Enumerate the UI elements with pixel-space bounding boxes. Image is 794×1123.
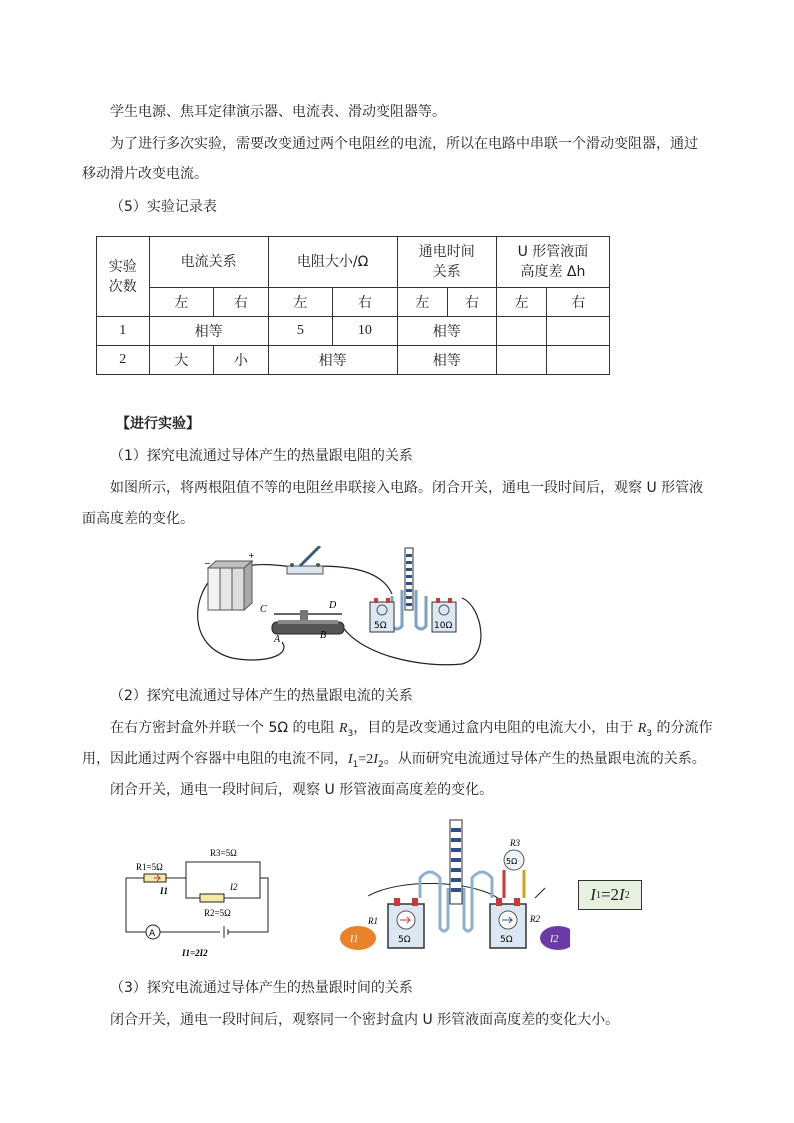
svg-text:5Ω: 5Ω (500, 935, 513, 945)
svg-text:D: D (329, 600, 337, 611)
svg-text:I2: I2 (550, 934, 559, 945)
svg-text:B: B (320, 630, 327, 641)
svg-text:I1: I1 (160, 886, 169, 896)
text-line-10: 在右方密封盒外并联一个 5Ω 的电阻 $R_3$，目的是改变通过盒内电阻的电流大小，由于 $R_3$ 的分流作 (110, 720, 713, 739)
svg-text:A: A (274, 634, 281, 645)
text-line-13: （3）探究电流通过导体产生的热量跟时间的关系 (110, 980, 413, 996)
section-heading: 【进行实验】 (116, 416, 200, 432)
header-time: 通电时间 关系 (397, 237, 496, 288)
cell-left: 左 (149, 288, 213, 317)
svg-text:R2: R2 (530, 914, 540, 924)
text-line-8: 面高度差的变化。 (82, 511, 194, 527)
svg-text:C: C (260, 604, 267, 615)
battery-icon (208, 561, 252, 610)
header-resistance: 电阻大小/Ω (268, 237, 397, 288)
header-trial: 实验 次数 (97, 237, 150, 317)
figure-parallel-apparatus (340, 818, 570, 958)
cell-right: 右 (547, 288, 610, 317)
table-row: 2 大 小 相等 相等 (97, 346, 610, 375)
svg-text:I1=2I2: I1=2I2 (182, 948, 208, 958)
svg-text:R3=5Ω: R3=5Ω (210, 848, 237, 858)
rheostat-icon (272, 610, 344, 634)
table-caption: （5）实验记录表 (110, 199, 217, 215)
cell-right: 右 (214, 288, 269, 317)
text-line-9: （2）探究电流通过导体产生的热量跟电流的关系 (110, 688, 413, 704)
switch-icon (287, 546, 323, 574)
figure-circuit-diagram (120, 840, 280, 968)
text-line-12: 闭合开关，通电一段时间后，观察 U 形管液面高度差的变化。 (110, 782, 494, 798)
header-height: U 形管液面 高度差 Δh (496, 237, 609, 288)
svg-text:R1=5Ω: R1=5Ω (136, 862, 163, 872)
cell-left: 左 (397, 288, 448, 317)
text-line-3: 移动滑片改变电流。 (82, 166, 208, 182)
formula-box: I 1 =2 I 2 (578, 880, 642, 910)
svg-text:10Ω: 10Ω (434, 621, 453, 631)
svg-text:+: + (248, 551, 255, 560)
svg-text:I1: I1 (350, 934, 359, 945)
experiment-record-table (96, 236, 610, 375)
text-line-1: 学生电源、焦耳定律演示器、电流表、滑动变阻器等。 (110, 104, 446, 120)
svg-text:R1: R1 (368, 916, 378, 926)
svg-text:−: − (204, 559, 211, 568)
figure-apparatus-resistance (192, 546, 492, 668)
text-line-14: 闭合开关，通电一段时间后，观察同一个密封盒内 U 形管液面高度差的变化大小。 (110, 1012, 620, 1028)
cell-right: 右 (448, 288, 497, 317)
cell-left: 左 (496, 288, 547, 317)
svg-text:I2: I2 (230, 882, 238, 892)
text-line-7: 如图所示，将两根阻值不等的电阻丝串联接入电路。闭合开关，通电一段时间后，观察 U 形管液 (110, 480, 704, 496)
text-line-2: 为了进行多次实验，需要改变通过两个电阻丝的电流，所以在电路中串联一个滑动变阻器，通过 (110, 136, 698, 152)
svg-text:5Ω: 5Ω (506, 857, 518, 866)
text-line-6: （1）探究电流通过导体产生的热量跟电阻的关系 (110, 448, 413, 464)
svg-text:5Ω: 5Ω (398, 935, 411, 945)
text-line-11: 用，因此通过两个容器中电阻的电流不同，$I_1=2I_2$。从而研究电流通过导体产生的热量跟电流的关系。 (82, 751, 706, 770)
table-row: 1 相等 5 10 相等 (97, 317, 610, 346)
header-current: 电流关系 (149, 237, 268, 288)
cell-left: 左 (268, 288, 332, 317)
cell-right: 右 (333, 288, 397, 317)
svg-text:R2=5Ω: R2=5Ω (204, 908, 231, 918)
svg-text:5Ω: 5Ω (374, 621, 387, 631)
svg-text:R3: R3 (510, 838, 520, 848)
svg-text:A: A (149, 929, 156, 939)
